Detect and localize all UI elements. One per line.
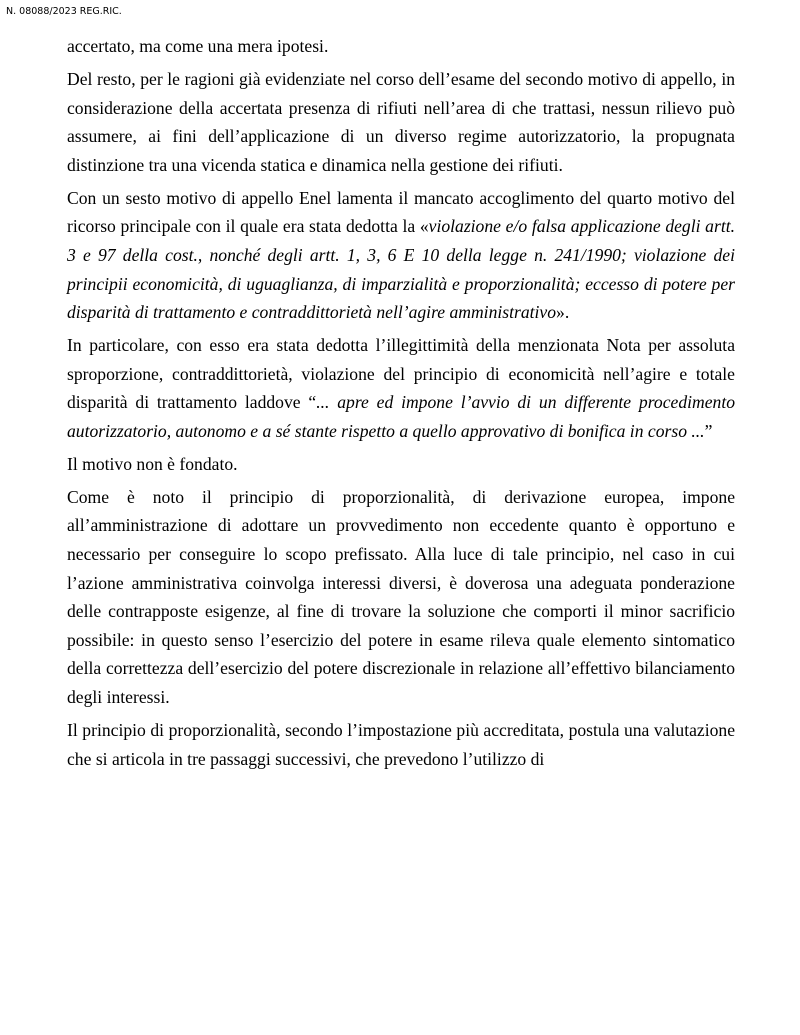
paragraph-proportionality-steps: Il principio di proporzionalità, secondo l’impostazione più accreditata, postula una valutazione che si articola in tre passaggi successivi, che prevedono l’utilizzo di [67, 720, 735, 769]
paragraph-proportionality: Come è noto il principio di proporzionalità, di derivazione europea, impone all’amministrazione di adottare un provvedimento non eccedente quanto è opportuno e necessario per conseguire lo scopo prefissato. Alla luce di tale principio, nel caso in cui l’azione amministrativa coinvolga interessi diversi, è doverosa una adeguata ponderazione delle contrapposte esigenze, al fine di trovare la soluzione che comporti il minor sacrificio possibile: in questo senso l’esercizio del potere in esame rileva quale elemento sintomatico della correttezza dell’esercizio del potere discrezionale in relazione all’effettivo bilanciamento degli interessi. [67, 486, 735, 708]
paragraph-illegitimacy [67, 331, 735, 445]
sixth-ground-quote: violazione e/o falsa applicazione degli artt. 3 e 97 della cost., nonché degli artt. 1, 3, 6 E 10 della legge n. 241/1990; violazione dei principii economicità, di uguaglianza, di imparzialità e proporzionalità; eccesso di potere per disparità di trattamento e contraddittorietà nell’agire amministrativo [67, 216, 735, 323]
paragraph-sixth-ground [67, 184, 735, 327]
sixth-ground-outro: ». [556, 302, 570, 323]
paragraph-continuation: accertato, ma come una mera ipotesi. [67, 36, 329, 56]
paragraph-not-founded: Il motivo non è fondato. [67, 453, 238, 474]
illegitimacy-intro: In particolare, con esso era stata dedotta l’illegittimità della menzionata Nota per assoluta sproporzione, contraddittorietà, violazione del principio di economicità nell’agire e totale disparità di trattamento laddove “ [67, 335, 735, 413]
illegitimacy-outro: ” [704, 420, 713, 441]
illegitimacy-quote: ... apre ed impone l’avvio di un differente procedimento autorizzatorio, autonomo e a sé stante rispetto a quello approvativo di bonifica in corso ... [67, 392, 735, 441]
case-number-header: N. 08088/2023 REG.RIC. [6, 6, 122, 17]
sixth-ground-intro: Con un sesto motivo di appello Enel lamenta il mancato accoglimento del quarto motivo del ricorso principale con il quale era stata dedotta la « [67, 187, 735, 237]
document-body [67, 32, 735, 778]
paragraph-waste-regime: Del resto, per le ragioni già evidenziate nel corso dell’esame del secondo motivo di appello, in considerazione della accertata presenza di rifiuti nell’area di che trattasi, nessun rilievo può assumere, ai fini dell’applicazione di un diverso regime autorizzatorio, la propugnata distinzione tra una vicenda statica e dinamica nella gestione dei rifiuti. [67, 68, 735, 175]
